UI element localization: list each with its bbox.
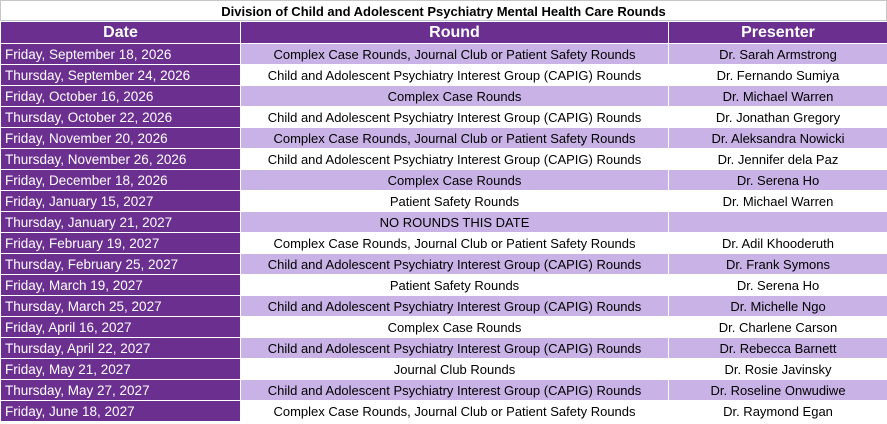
date-cell: Friday, November 20, 2026: [1, 128, 241, 149]
table-row: [1, 212, 887, 233]
presenter-cell: Dr. Sarah Armstrong: [669, 44, 887, 65]
table-row: [1, 338, 887, 359]
date-cell: Friday, June 18, 2027: [1, 401, 241, 422]
table-row: [1, 128, 887, 149]
date-cell: Friday, April 16, 2027: [1, 317, 241, 338]
presenter-cell: Dr. Raymond Egan: [669, 401, 887, 422]
date-cell: Thursday, October 22, 2026: [1, 107, 241, 128]
table-row: [1, 359, 887, 380]
date-cell: Friday, January 15, 2027: [1, 191, 241, 212]
presenter-cell: Dr. Serena Ho: [669, 275, 887, 296]
column-header-date: Date: [1, 22, 241, 44]
table-row: [1, 44, 887, 65]
table-row: [1, 86, 887, 107]
column-header-presenter: Presenter: [669, 22, 887, 44]
table-row: [1, 317, 887, 338]
date-cell: Thursday, November 26, 2026: [1, 149, 241, 170]
table-body: [1, 44, 887, 422]
date-cell: Thursday, January 21, 2027: [1, 212, 241, 233]
presenter-cell: Dr. Jonathan Gregory: [669, 107, 887, 128]
round-cell: Journal Club Rounds: [241, 359, 669, 380]
date-cell: Friday, February 19, 2027: [1, 233, 241, 254]
round-cell: Child and Adolescent Psychiatry Interest Group (CAPIG) Rounds: [241, 380, 669, 401]
presenter-cell: Dr. Michelle Ngo: [669, 296, 887, 317]
table-row: [1, 275, 887, 296]
round-cell: Complex Case Rounds: [241, 86, 669, 107]
date-cell: Thursday, February 25, 2027: [1, 254, 241, 275]
date-cell: Friday, December 18, 2026: [1, 170, 241, 191]
round-cell: Complex Case Rounds, Journal Club or Patient Safety Rounds: [241, 128, 669, 149]
round-cell: NO ROUNDS THIS DATE: [241, 212, 669, 233]
table-row: [1, 254, 887, 275]
date-cell: Thursday, May 27, 2027: [1, 380, 241, 401]
presenter-cell: Dr. Charlene Carson: [669, 317, 887, 338]
table-row: [1, 401, 887, 422]
presenter-cell: Dr. Jennifer dela Paz: [669, 149, 887, 170]
round-cell: Child and Adolescent Psychiatry Interest Group (CAPIG) Rounds: [241, 254, 669, 275]
date-cell: Friday, March 19, 2027: [1, 275, 241, 296]
table-row: [1, 233, 887, 254]
table-row: [1, 149, 887, 170]
round-cell: Complex Case Rounds, Journal Club or Patient Safety Rounds: [241, 401, 669, 422]
date-cell: Friday, October 16, 2026: [1, 86, 241, 107]
round-cell: Complex Case Rounds, Journal Club or Patient Safety Rounds: [241, 44, 669, 65]
round-cell: Child and Adolescent Psychiatry Interest Group (CAPIG) Rounds: [241, 338, 669, 359]
date-cell: Friday, May 21, 2027: [1, 359, 241, 380]
table-row: [1, 296, 887, 317]
table-row: [1, 107, 887, 128]
presenter-cell: Dr. Serena Ho: [669, 170, 887, 191]
date-cell: Thursday, March 25, 2027: [1, 296, 241, 317]
presenter-cell: Dr. Rosie Javinsky: [669, 359, 887, 380]
round-cell: Complex Case Rounds: [241, 317, 669, 338]
round-cell: Child and Adolescent Psychiatry Interest Group (CAPIG) Rounds: [241, 65, 669, 86]
round-cell: Child and Adolescent Psychiatry Interest Group (CAPIG) Rounds: [241, 107, 669, 128]
date-cell: Thursday, April 22, 2027: [1, 338, 241, 359]
round-cell: Complex Case Rounds: [241, 170, 669, 191]
rounds-table: [0, 21, 887, 422]
table-row: [1, 191, 887, 212]
round-cell: Child and Adolescent Psychiatry Interest Group (CAPIG) Rounds: [241, 149, 669, 170]
table-row: [1, 65, 887, 86]
presenter-cell: Dr. Michael Warren: [669, 86, 887, 107]
round-cell: Patient Safety Rounds: [241, 275, 669, 296]
presenter-cell: Dr. Aleksandra Nowicki: [669, 128, 887, 149]
column-header-round: Round: [241, 22, 669, 44]
presenter-cell: Dr. Rebecca Barnett: [669, 338, 887, 359]
round-cell: Complex Case Rounds, Journal Club or Patient Safety Rounds: [241, 233, 669, 254]
date-cell: Friday, September 18, 2026: [1, 44, 241, 65]
round-cell: Child and Adolescent Psychiatry Interest Group (CAPIG) Rounds: [241, 296, 669, 317]
table-row: [1, 170, 887, 191]
presenter-cell: Dr. Frank Symons: [669, 254, 887, 275]
presenter-cell: Dr. Michael Warren: [669, 191, 887, 212]
sheet-title: Division of Child and Adolescent Psychiatry Mental Health Care Rounds: [0, 0, 887, 21]
presenter-cell: Dr. Roseline Onwudiwe: [669, 380, 887, 401]
header-row: [1, 22, 887, 44]
presenter-cell: [669, 212, 887, 233]
table-row: [1, 380, 887, 401]
round-cell: Patient Safety Rounds: [241, 191, 669, 212]
presenter-cell: Dr. Fernando Sumiya: [669, 65, 887, 86]
presenter-cell: Dr. Adil Khooderuth: [669, 233, 887, 254]
date-cell: Thursday, September 24, 2026: [1, 65, 241, 86]
